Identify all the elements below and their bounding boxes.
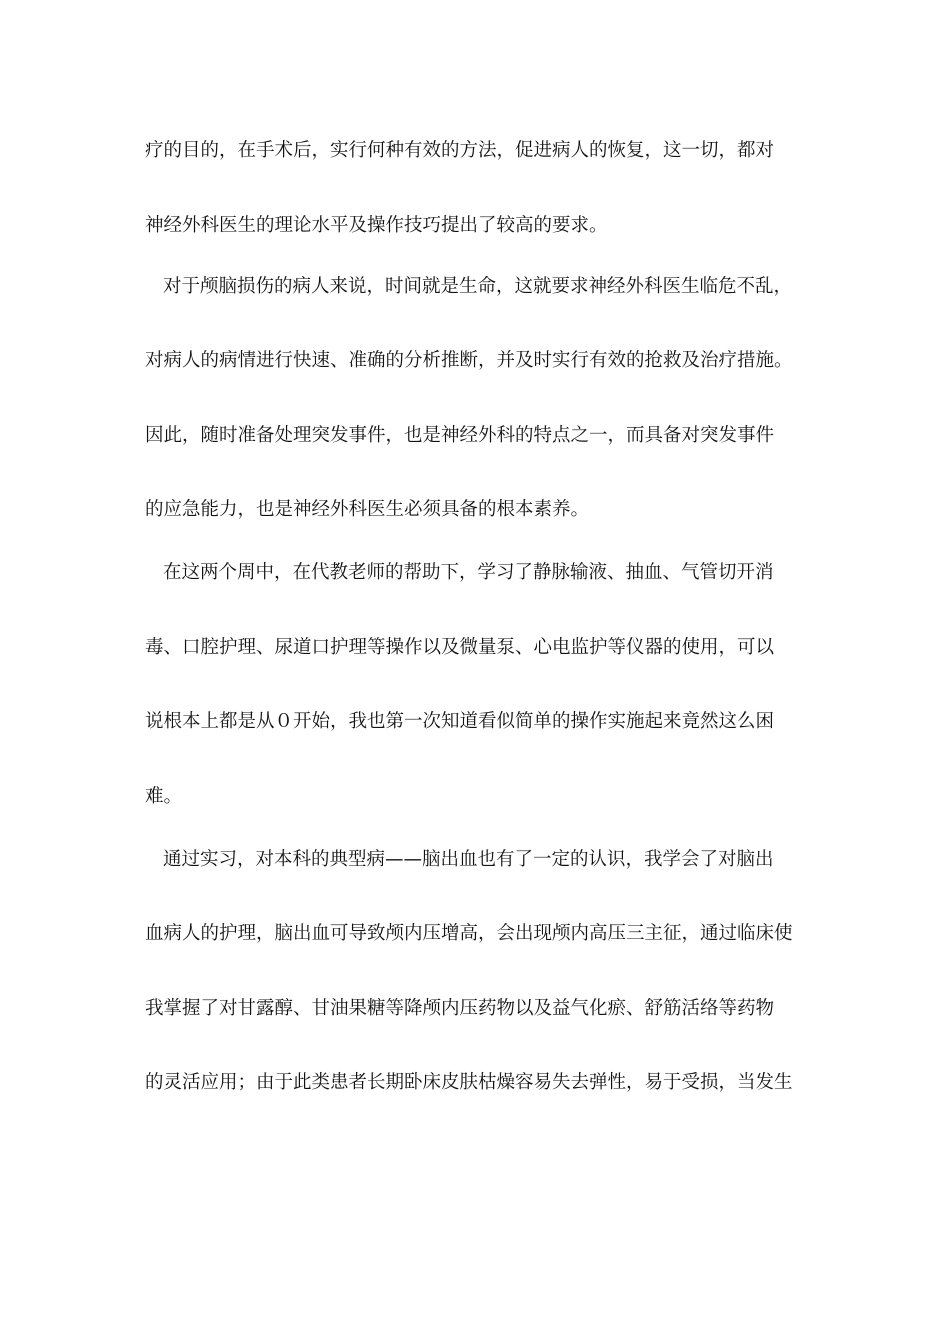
text-line: 血病人的护理，脑出血可导致颅内压增高，会出现颅内高压三主征，通过临床使 (145, 923, 793, 944)
text-line: 说根本上都是从０开始，我也第一次知道看似简单的操作实施起来竟然这么困 (145, 711, 775, 732)
text-line: 的灵活应用；由于此类患者长期卧床皮肤枯燥容易失去弹性，易于受损，当发生 (145, 1072, 793, 1093)
paragraph-first-line: 通过实习，对本科的典型病——脑出血也有了一定的认识，我学会了对脑出 (163, 849, 774, 870)
text-line: 对病人的病情进行快速、准确的分析推断，并及时实行有效的抢救及治疗措施。 (145, 350, 793, 371)
paragraph-first-line: 对于颅脑损伤的病人来说，时间就是生命，这就要求神经外科医生临危不乱， (163, 276, 793, 297)
text-line: 毒、口腔护理、尿道口护理等操作以及微量泵、心电监护等仪器的使用，可以 (145, 637, 775, 658)
text-line: 疗的目的，在手术后，实行何种有效的方法，促进病人的恢复，这一切，都对 (145, 140, 775, 161)
text-line: 我掌握了对甘露醇、甘油果糖等降颅内压药物以及益气化瘀、舒筋活络等药物 (145, 998, 775, 1019)
text-line: 因此，随时准备处理突发事件，也是神经外科的特点之一，而具备对突发事件 (145, 425, 775, 446)
text-line: 的应急能力，也是神经外科医生必须具备的根本素养。 (145, 499, 590, 520)
text-line: 神经外科医生的理论水平及操作技巧提出了较高的要求。 (145, 215, 608, 236)
paragraph-first-line: 在这两个周中，在代教老师的帮助下，学习了静脉输液、抽血、气管切开消 (163, 562, 774, 583)
text-line: 难。 (145, 786, 183, 807)
